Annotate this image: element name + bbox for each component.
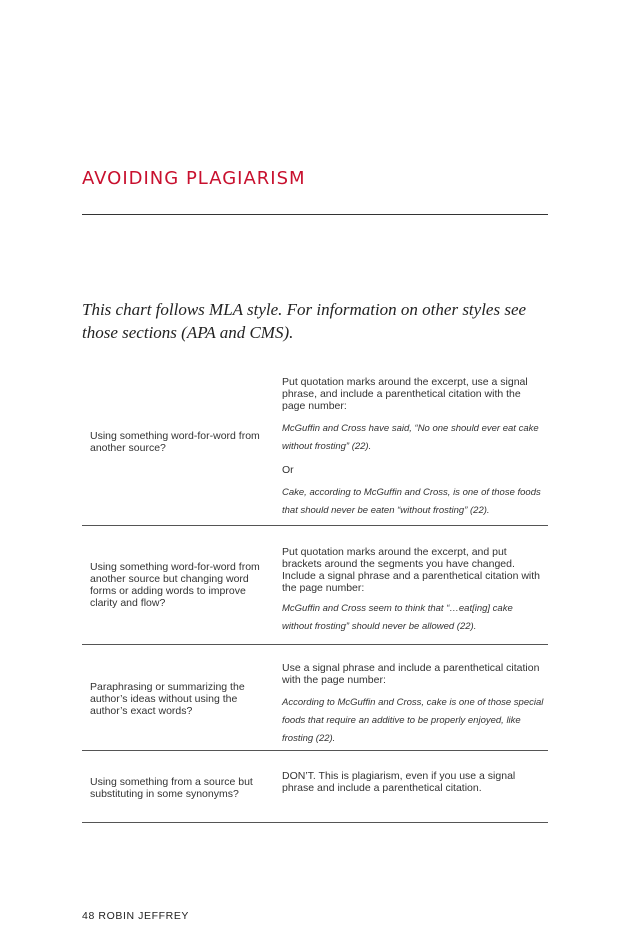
intro-text: This chart follows MLA style. For information on other styles see those sections (APA and CMS). — [82, 300, 527, 342]
situation-cell: Using something from a source but substituting in some synonyms? — [90, 776, 253, 800]
example-text: McGuffin and Cross seem to think that “…eat[ing] cake without frosting” should never be allowed (22). — [282, 603, 513, 632]
example-text: McGuffin and Cross have said, “No one should ever eat cake without frosting” (22). — [282, 423, 539, 452]
situation-cell: Using something word-for-word from another source but changing word forms or adding words to improve clarity and flow? — [90, 561, 260, 609]
instruction-text: Use a signal phrase and include a parenthetical citation with the page number: — [282, 662, 540, 686]
instruction-text: Put quotation marks around the excerpt, use a signal phrase, and include a parenthetical citation with the page number: — [282, 376, 528, 412]
page-title: AVOIDING PLAGIARISM — [82, 168, 306, 189]
example-text: According to McGuffin and Cross, cake is one of those special foods that require an additive to be properly enjoyed, like frosting (22). — [282, 697, 544, 744]
guidance-cell — [282, 546, 544, 636]
title-divider — [82, 214, 548, 215]
situation-cell: Using something word-for-word from another source? — [90, 430, 260, 454]
table-row — [82, 372, 548, 522]
instruction-text: Put quotation marks around the excerpt, and put brackets around the segments you have changed. Include a signal phrase and a parenthetical citation with the page number: — [282, 546, 540, 594]
page-footer: 48 ROBIN JEFFREY — [82, 910, 190, 922]
guidance-cell — [282, 662, 544, 748]
table-row — [82, 645, 548, 749]
table-row — [82, 526, 548, 644]
separator-text: Or — [282, 464, 294, 476]
table-row — [82, 751, 548, 821]
guidance-cell — [282, 376, 544, 520]
row-divider — [82, 822, 548, 823]
situation-cell: Paraphrasing or summarizing the author’s ideas without using the author’s exact words? — [90, 681, 245, 717]
example-text: Cake, according to McGuffin and Cross, is one of those foods that should never be eaten “without frosting” (22). — [282, 487, 541, 516]
instruction-text: DON’T. This is plagiarism, even if you use a signal phrase and include a parenthetical citation. — [282, 770, 516, 794]
guidance-cell — [282, 770, 544, 794]
